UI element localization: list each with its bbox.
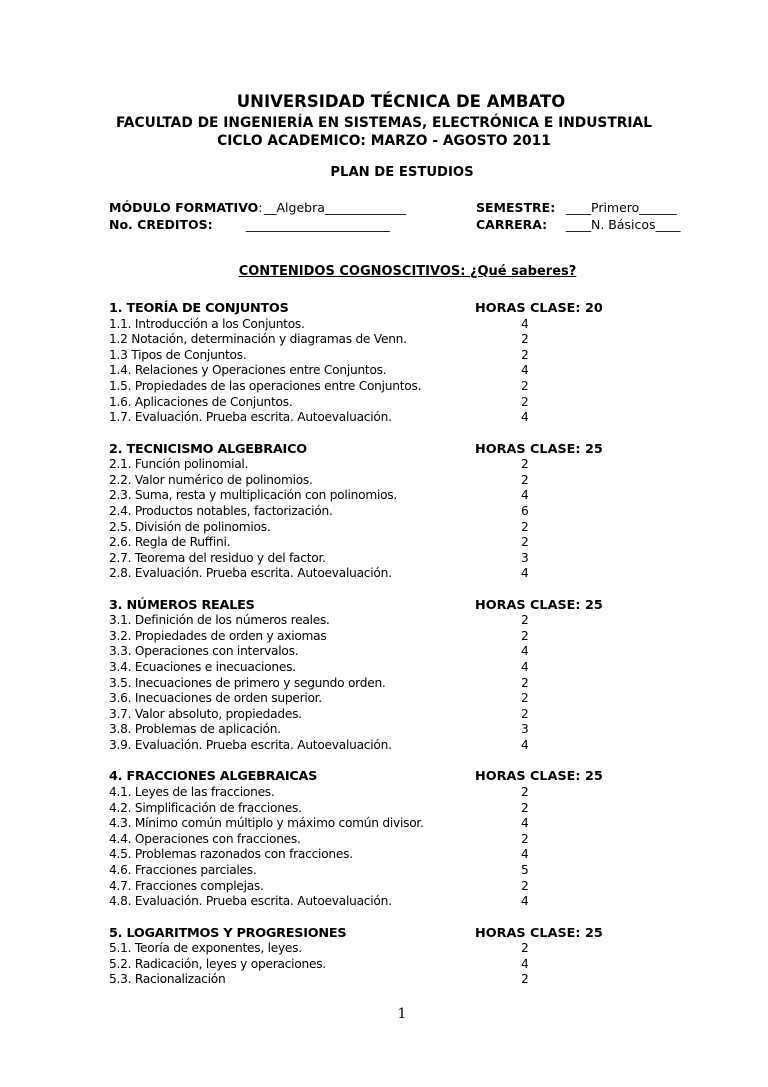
unit-header xyxy=(109,926,629,942)
topic-label: 2.5. División de polinomios. xyxy=(109,519,271,534)
topic-hours: 2 xyxy=(521,691,529,706)
topic-hours: 4 xyxy=(521,738,529,753)
carrera-label: CARRERA: xyxy=(476,217,548,232)
topic-label: 4.2. Simplificación de fracciones. xyxy=(109,800,302,815)
topic-label: 1.3 Tipos de Conjuntos. xyxy=(109,347,247,362)
topic-hours: 2 xyxy=(521,378,529,393)
topic-row xyxy=(109,785,629,801)
topic-row xyxy=(109,348,629,364)
university-title: UNIVERSIDAD TÉCNICA DE AMBATO xyxy=(236,92,566,111)
topic-label: 2.4. Productos notables, factorización. xyxy=(109,503,333,518)
carrera-value: ____N. Básicos____ xyxy=(566,217,681,232)
plan-title: PLAN DE ESTUDIOS xyxy=(330,165,474,180)
topic-row xyxy=(109,520,629,536)
topic-label: 4.6. Fracciones parciales. xyxy=(109,862,257,877)
semestre-label: SEMESTRE: xyxy=(476,200,556,215)
topic-label: 1.5. Propiedades de las operaciones entre Conjuntos. xyxy=(109,378,422,393)
topic-label: 2.3. Suma, resta y multiplicación con polinomios. xyxy=(109,488,398,503)
unit-section xyxy=(109,442,629,582)
unit-title: 1. TEORÍA DE CONJUNTOS xyxy=(109,301,289,316)
topic-hours: 2 xyxy=(521,785,529,800)
topic-row xyxy=(109,894,629,910)
contenidos-heading: CONTENIDOS COGNOSCITIVOS: ¿Qué saberes? xyxy=(238,264,577,279)
topic-label: 3.1. Definición de los números reales. xyxy=(109,613,330,628)
topic-row xyxy=(109,473,629,489)
topic-row xyxy=(109,613,629,629)
topic-row xyxy=(109,566,629,582)
topic-row xyxy=(109,847,629,863)
units-list xyxy=(109,301,629,1004)
unit-header xyxy=(109,301,629,317)
topic-hours: 2 xyxy=(521,394,529,409)
unit-header xyxy=(109,442,629,458)
topic-hours: 4 xyxy=(521,956,529,971)
topic-label: 2.8. Evaluación. Prueba escrita. Autoevaluación. xyxy=(109,566,392,581)
topic-row xyxy=(109,317,629,333)
topic-row xyxy=(109,535,629,551)
unit-title: 5. LOGARITMOS Y PROGRESIONES xyxy=(109,925,347,941)
topic-row xyxy=(109,738,629,754)
topic-label: 1.2 Notación, determinación y diagramas de Venn. xyxy=(109,332,407,347)
unit-title: 2. TECNICISMO ALGEBRAICO xyxy=(109,441,307,457)
topic-label: 2.6. Regla de Ruffini. xyxy=(109,535,231,550)
unit-header xyxy=(109,598,629,614)
topic-row xyxy=(109,801,629,817)
topic-hours: 4 xyxy=(521,894,529,909)
topic-hours: 2 xyxy=(521,831,529,846)
topic-hours: 2 xyxy=(521,613,529,628)
topic-row xyxy=(109,957,629,973)
topic-label: 1.1. Introducción a los Conjuntos. xyxy=(109,316,305,331)
topic-hours: 2 xyxy=(521,535,529,550)
topic-label: 3.6. Inecuaciones de orden superior. xyxy=(109,691,322,706)
topic-label: 3.9. Evaluación. Prueba escrita. Autoevaluación. xyxy=(109,738,392,753)
unit-header xyxy=(109,769,629,785)
topic-hours: 2 xyxy=(521,347,529,362)
topic-label: 4.3. Mínimo común múltiplo y máximo común divisor. xyxy=(109,816,424,831)
topic-hours: 2 xyxy=(521,519,529,534)
topic-hours: 6 xyxy=(521,503,529,518)
topic-row xyxy=(109,629,629,645)
topic-hours: 4 xyxy=(521,410,529,425)
topic-hours: 4 xyxy=(521,660,529,675)
topic-label: 4.5. Problemas razonados con fracciones. xyxy=(109,847,353,862)
unit-title: 4. FRACCIONES ALGEBRAICAS xyxy=(109,769,318,785)
unit-section xyxy=(109,598,629,754)
topic-hours: 4 xyxy=(521,566,529,581)
topic-row xyxy=(109,691,629,707)
topic-hours: 4 xyxy=(521,847,529,862)
topic-hours: 2 xyxy=(521,332,529,347)
topic-label: 3.7. Valor absoluto, propiedades. xyxy=(109,706,302,721)
topic-label: 3.2. Propiedades de orden y axiomas xyxy=(109,628,327,643)
topic-label: 4.4. Operaciones con fracciones. xyxy=(109,831,301,846)
unit-hours: HORAS CLASE: 25 xyxy=(475,925,603,941)
unit-section xyxy=(109,301,629,426)
topic-hours: 2 xyxy=(521,472,529,487)
topic-row xyxy=(109,722,629,738)
unit-section xyxy=(109,769,629,909)
topic-row xyxy=(109,676,629,692)
topic-row xyxy=(109,972,629,988)
topic-label: 3.5. Inecuaciones de primero y segundo orden. xyxy=(109,675,386,690)
topic-hours: 5 xyxy=(521,862,529,877)
topic-hours: 2 xyxy=(521,800,529,815)
topic-row xyxy=(109,457,629,473)
topic-row xyxy=(109,551,629,567)
topic-hours: 4 xyxy=(521,816,529,831)
topic-label: 1.7. Evaluación. Prueba escrita. Autoevaluación. xyxy=(109,410,392,425)
topic-row xyxy=(109,395,629,411)
topic-row xyxy=(109,941,629,957)
topic-label: 4.8. Evaluación. Prueba escrita. Autoevaluación. xyxy=(109,894,392,909)
modulo-value: __Algebra_____________ xyxy=(264,200,407,215)
unit-hours: HORAS CLASE: 25 xyxy=(475,597,603,613)
unit-section xyxy=(109,926,629,988)
topic-hours: 2 xyxy=(521,706,529,721)
topic-label: 2.2. Valor numérico de polinomios. xyxy=(109,472,313,487)
topic-label: 3.8. Problemas de aplicación. xyxy=(109,722,281,737)
topic-label: 3.3. Operaciones con intervalos. xyxy=(109,644,299,659)
unit-hours: HORAS CLASE: 25 xyxy=(475,441,603,457)
topic-row xyxy=(109,379,629,395)
topic-hours: 2 xyxy=(521,972,529,987)
topic-row xyxy=(109,644,629,660)
topic-label: 3.4. Ecuaciones e inecuaciones. xyxy=(109,660,296,675)
topic-label: 4.1. Leyes de las fracciones. xyxy=(109,785,275,800)
topic-hours: 3 xyxy=(521,550,529,565)
creditos-label: No. CREDITOS: xyxy=(109,217,213,232)
topic-hours: 2 xyxy=(521,675,529,690)
topic-row xyxy=(109,832,629,848)
unit-hours: HORAS CLASE: 25 xyxy=(475,769,603,785)
topic-row xyxy=(109,410,629,426)
topic-row xyxy=(109,504,629,520)
topic-hours: 2 xyxy=(521,457,529,472)
topic-row xyxy=(109,488,629,504)
topic-hours: 2 xyxy=(521,628,529,643)
academic-cycle: CICLO ACADEMICO: MARZO - AGOSTO 2011 xyxy=(217,133,551,149)
topic-label: 5.1. Teoría de exponentes, leyes. xyxy=(109,941,302,956)
topic-row xyxy=(109,879,629,895)
topic-row xyxy=(109,863,629,879)
topic-row xyxy=(109,660,629,676)
topic-label: 2.7. Teorema del residuo y del factor. xyxy=(109,550,326,565)
faculty-title: FACULTAD DE INGENIERÍA EN SISTEMAS, ELECTRÓNICA E INDUSTRIAL xyxy=(115,115,653,131)
topic-hours: 3 xyxy=(521,722,529,737)
unit-hours: HORAS CLASE: 20 xyxy=(475,301,603,316)
topic-label: 2.1. Función polinomial. xyxy=(109,457,249,472)
topic-hours: 4 xyxy=(521,488,529,503)
topic-label: 5.3. Racionalización xyxy=(109,972,226,987)
topic-row xyxy=(109,332,629,348)
topic-label: 5.2. Radicación, leyes y operaciones. xyxy=(109,956,326,971)
modulo-label: MÓDULO FORMATIVO: xyxy=(109,200,263,215)
topic-hours: 4 xyxy=(521,316,529,331)
topic-hours: 2 xyxy=(521,878,529,893)
topic-hours: 4 xyxy=(521,644,529,659)
topic-row xyxy=(109,363,629,379)
topic-hours: 4 xyxy=(521,363,529,378)
creditos-value: _______________________ xyxy=(246,217,390,232)
topic-row xyxy=(109,816,629,832)
topic-hours: 2 xyxy=(521,941,529,956)
topic-label: 4.7. Fracciones complejas. xyxy=(109,878,264,893)
semestre-value: ____Primero______ xyxy=(566,200,677,215)
page-number: 1 xyxy=(397,1006,407,1022)
unit-title: 3. NÚMEROS REALES xyxy=(109,597,255,613)
topic-label: 1.6. Aplicaciones de Conjuntos. xyxy=(109,394,293,409)
topic-row xyxy=(109,707,629,723)
topic-label: 1.4. Relaciones y Operaciones entre Conjuntos. xyxy=(109,363,387,378)
